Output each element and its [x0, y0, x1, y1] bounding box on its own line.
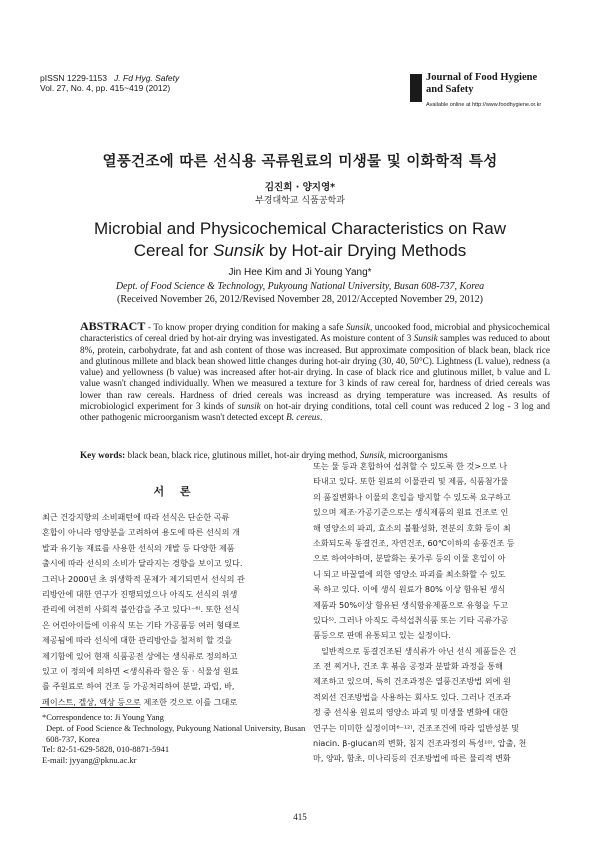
correspondence-footnote: *Correspondence to: Ji Young Yang Dept. of Food Science & Technology, Pukyoung National University, Busan 608-737, Korea Tel: 82-51-629-5828, 010-8871-5941 E-mail: jyyang@pknu.ac.kr [42, 712, 306, 766]
footnote-divider [40, 707, 140, 708]
body-left-column [42, 510, 308, 710]
body-text-line: 조 전 찌거나, 건조 후 볶음 공정과 분말화 과정을 통해 [313, 661, 503, 672]
body-text-line: 타내고 있다. 또한 원료의 이물관리 및 제품, 식품첨가물 [313, 476, 509, 487]
body-text-line: 출시에 따라 선식의 소비가 달라지는 경향을 보이고 있다. [42, 558, 243, 569]
body-text-line: 은 어린아이들에 이유식 또는 기타 가공품등 여러 형태로 [42, 619, 240, 630]
body-text-line: 제기함에 있어 현재 식품공전 상에는 생식류로 정의하고 [42, 650, 238, 661]
body-text-line: 있으며 제조·가공기준으로는 생식제품의 원료 건조로 인 [313, 507, 509, 518]
page-number: 415 [293, 812, 307, 822]
body-text-line: 관리에 여전히 사회적 불안감을 주고 있다¹⁻⁶⁾. 또한 선식 [42, 604, 240, 615]
keywords-label: Key words: [80, 450, 126, 460]
abstract: ABSTRACT - To know proper drying condition for making a safe Sunsik, uncooked food, microbial and physicochemical characteristics of cereal dried by hot-air drying was investigated. As moisture content of 3 Sunsik samples was reduced to about 8%, protein, carbohydrate, fat and ash content of those was increased. But approximate composition of black bean, black rice and glutinous millete and black bean showed little changes during hot-air drying (30, 40, 50°C). Lightness (L value), redness (a value) and yellowness (b value) was increased after hot-air drying. In case of black rice and glutinous millet, b value and L value wasn't changed individually. When we measured a texture for 3 kinds of raw cereal for, hardness of dried cereals was lower than raw cereals. Hardness of dried cereals was increasd as drying temperature was increased. As results of microbiologicl experiment for 3 kinds of sunsik on hot-air drying conditions, total cell count was reduced 2 log - 3 log and other pathogenic microorganism wasn't detected except B. cereus. [80, 319, 550, 423]
body-text-line: 품등으로 판매 유통되고 있는 실정이다. [313, 630, 451, 641]
body-text-line: 발과 유기농 재료를 사용한 선식의 개발 등 다양한 제품 [42, 542, 235, 553]
korean-affiliation: 부경대학교 식품공학과 [255, 196, 345, 206]
keywords: Key words: black bean, black rice, glutinous millet, hot-air drying method, Sunsik, microorganisms [80, 450, 448, 460]
body-text-line: 있다⁵⁾. 그러나 아직도 즉석섭취식품 또는 기타 곡류가공 [313, 614, 509, 625]
korean-authors: 김진희 · 양지영* [264, 182, 336, 193]
body-text-line: 니 되고 바꿀열에 의한 영양소 파괴를 최소화할 수 있도 [313, 568, 506, 579]
body-text-line: niacin. β-glucan의 변화, 침지 건조과정의 특성¹⁰⁾, 압출, 천 [313, 738, 527, 749]
body-text-line: 연구는 미미한 실정이며⁶⁻¹²⁾, 건조조건에 따라 일반성분 및 [313, 722, 520, 733]
body-text-line: 록 하고 있다. 이에 생식 원료가 80% 이상 함유된 생식 [313, 584, 506, 595]
journal-logo-icon [410, 74, 422, 102]
journal-url: Available online at http://www.foodhygiene.or.kr [426, 102, 542, 108]
body-text-line: 마, 양파, 함초, 미나리등의 건조방법에 따른 물리적 변화 [313, 753, 511, 764]
body-text-line: 정 중 선식용 원료의 영양소 파괴 및 미생물 변화에 대한 [313, 707, 509, 718]
body-text-line: 으로 하여야하며, 분말화는 롯가루 등의 이물 혼입이 아 [313, 553, 506, 564]
english-authors: Jin Hee Kim and Ji Young Yang* [228, 267, 372, 278]
issn: pISSN 1229-1153 [40, 73, 107, 83]
body-text-line: 또는 물 등과 혼합하여 섭취할 수 있도록 한 것>으로 나 [313, 461, 508, 471]
body-text-line: 그러나 2000년 초 위생학적 문제가 제기되면서 선식의 관 [42, 573, 245, 584]
body-right-column [313, 459, 559, 767]
body-text-line: 해 영양소의 파괴, 효소의 불활성화, 전분의 호화 등이 최 [313, 522, 511, 533]
journal-meta [40, 73, 179, 93]
issn-line [40, 73, 179, 83]
body-text-line: 제품과 50%이상 함유된 생식함유제품으로 유형을 두고 [313, 599, 509, 610]
abstract-label: ABSTRACT [80, 319, 146, 333]
body-text-line: 제조하고 있으며, 특히 건조과정은 열풍건조방법 외에 원 [313, 676, 511, 687]
english-affiliation: Dept. of Food Science & Technology, Pukyoung National University, Busan 608-737, Korea [115, 281, 485, 292]
english-title: Microbial and Physicochemical Characteristics on Raw Cereal for Sunsik by Hot-air Drying Methods [94, 219, 506, 260]
received-dates: (Received November 26, 2012/Revised November 28, 2012/Accepted November 29, 2012) [116, 294, 483, 305]
body-text-line: 최근 건강지향의 소비패턴에 따라 선식은 단순한 곡류 [42, 512, 230, 522]
section-title-introduction: 서 론 [153, 485, 197, 498]
journal-abbreviation: J. Fd Hyg. Safety [114, 73, 180, 83]
journal-title: Journal of Food Hygiene and Safety [426, 72, 538, 95]
body-text-line: 적외선 건조방법을 사용하는 회사도 있다. 그러나 건조과 [313, 691, 511, 702]
body-text-line: 일반적으로 동결건조된 생식류가 아닌 선식 제품들은 건 [313, 645, 517, 656]
body-text-line: 의 품질변화나 이물의 혼입을 방지할 수 있도록 요구하고 [313, 491, 511, 502]
body-text-line: 를 주원료로 하여 건조 등 가공처리하여 분말, 과립, 바, [42, 681, 235, 692]
body-text-line: 페이스트, 겔상, 액상 등으로 제조한 것으로 이를 그대로 [42, 696, 238, 707]
body-text-line: 혼합이 아니라 영양분을 고려하여 용도에 따른 선식의 개 [42, 527, 240, 538]
volume-info: Vol. 27, No. 4, pp. 415~419 (2012) [40, 83, 171, 93]
body-text-line: 리방안에 대한 연구가 진행되었으나 아직도 선식의 위생 [42, 588, 238, 599]
body-text-line: 제공됨에 따라 선식에 대한 관리방안을 철저히 할 것을 [42, 635, 233, 646]
body-text-line: 소화되도록 동결건조, 자연건조, 60℃이하의 송풍건조 등 [313, 537, 515, 548]
korean-title: 열풍건조에 따른 선식용 곡류원료의 미생물 및 이화학적 특성 [102, 154, 498, 170]
body-text-line: 있고 이 정의에 의하면 <생식류라 함은 동 · 식물성 원료 [42, 665, 239, 676]
